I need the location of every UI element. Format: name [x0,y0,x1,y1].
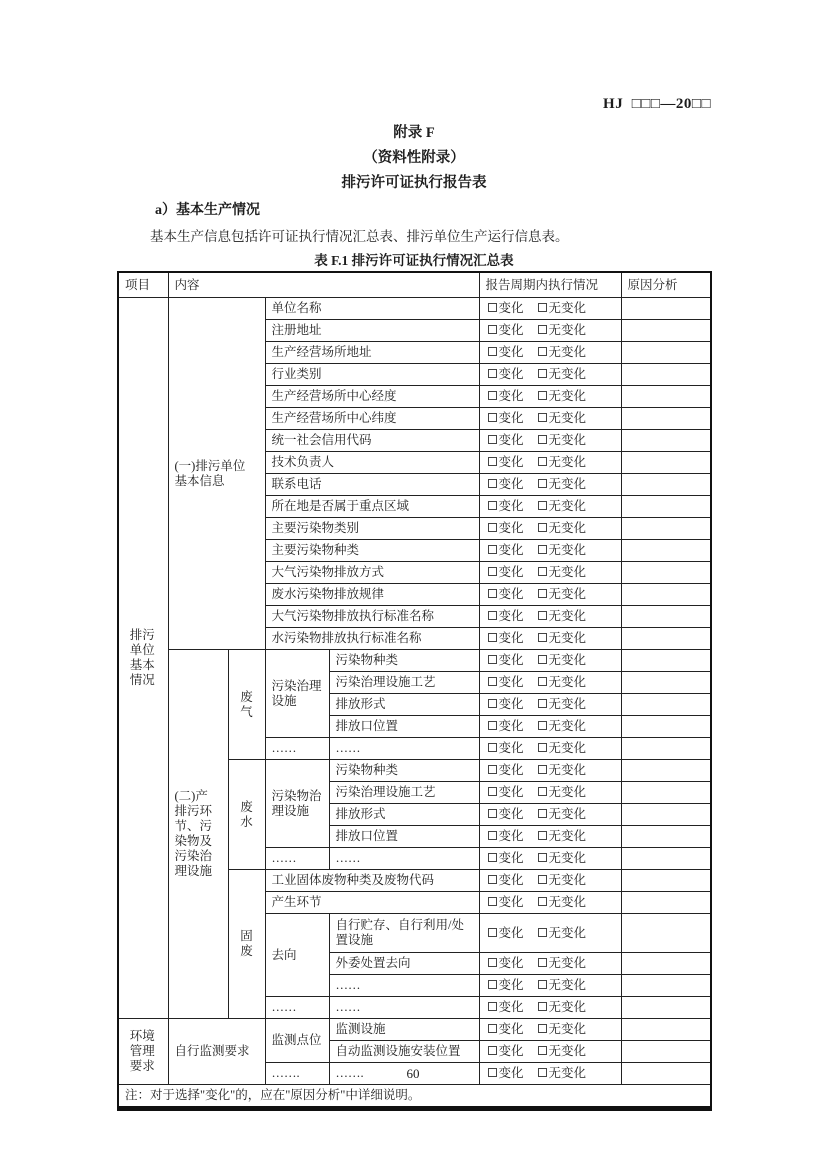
reason-cell [621,606,711,628]
reason-cell [621,584,711,606]
summary-table [117,271,712,1111]
table-note: 注：对于选择"变化"的，应在"原因分析"中详细说明。 [118,1085,711,1109]
status-cell: 变化 无变化 [479,760,621,782]
checkbox-icon [488,545,497,554]
item-group-cell: 环境管理要求 [118,1019,168,1085]
content-cell: 污染治理设施工艺 [329,672,479,694]
status-cell: 变化 无变化 [479,1063,621,1085]
status-cell: 变化 无变化 [479,650,621,672]
content-cell: 统一社会信用代码 [265,430,479,452]
checkbox-icon [488,435,497,444]
reason-cell [621,518,711,540]
table-row [118,1019,711,1041]
checkbox-icon [538,721,547,730]
content-cell: 自行贮存、自行利用/处置设施 [329,914,479,953]
content-cell: 所在地是否属于重点区域 [265,496,479,518]
status-cell: 变化 无变化 [479,848,621,870]
checkbox-icon [538,677,547,686]
reason-cell [621,694,711,716]
reason-cell [621,892,711,914]
checkbox-icon [538,958,547,967]
checkbox-icon [488,1002,497,1011]
checkbox-icon [488,589,497,598]
checkbox-icon [538,413,547,422]
page-number: 60 [406,1066,420,1081]
checkbox-icon [488,413,497,422]
checkbox-icon [538,765,547,774]
status-cell: 变化 无变化 [479,430,621,452]
status-cell: 变化 无变化 [479,804,621,826]
status-cell: 变化 无变化 [479,997,621,1019]
content-cell: 排放形式 [329,804,479,826]
checkbox-icon [488,980,497,989]
table-row [118,298,711,320]
status-cell: 变化 无变化 [479,953,621,975]
checkbox-icon [488,501,497,510]
checkbox-icon [538,369,547,378]
reason-cell [621,975,711,997]
checkbox-icon [488,853,497,862]
content-cell: 污染物种类 [329,650,479,672]
checkbox-icon [488,743,497,752]
dots-cell: …… [329,848,479,870]
status-cell: 变化 无变化 [479,782,621,804]
status-cell: 变化 无变化 [479,716,621,738]
checkbox-icon [538,545,547,554]
monitor-point-cell: 监测点位 [265,1019,329,1063]
appendix-subtitle: （资料性附录） [363,150,465,166]
status-cell: 变化 无变化 [479,672,621,694]
checkbox-icon [488,347,497,356]
dots-cell: …… [265,848,329,870]
table-row [118,650,711,672]
reason-cell [621,320,711,342]
status-cell: 变化 无变化 [479,1041,621,1063]
checkbox-icon [488,611,497,620]
checkbox-icon [538,853,547,862]
doc-number: HJ □□□—20□□ [603,96,711,112]
facility-cell: 污染治理设施 [265,650,329,738]
checkbox-icon [538,1046,547,1055]
checkbox-icon [538,303,547,312]
reason-cell [621,650,711,672]
status-cell: 变化 无变化 [479,870,621,892]
checkbox-icon [538,980,547,989]
checkbox-icon [488,1024,497,1033]
facility-cell: 污染物治理设施 [265,760,329,848]
content-cell: 产生环节 [265,892,479,914]
appendix-title: 附录 F [393,125,435,141]
checkbox-icon [488,655,497,664]
intro-paragraph: 基本生产信息包括许可证执行情况汇总表、排污单位生产运行信息表。 [150,229,569,244]
content-cell: 污染治理设施工艺 [329,782,479,804]
checkbox-icon [488,479,497,488]
content-cell: 污染物种类 [329,760,479,782]
checkbox-icon [538,457,547,466]
reason-cell [621,782,711,804]
checkbox-icon [488,303,497,312]
checkbox-icon [538,589,547,598]
reason-cell [621,364,711,386]
reason-cell [621,848,711,870]
dots-cell: …… [329,975,479,997]
reason-cell [621,452,711,474]
content-cell: 大气污染物排放执行标准名称 [265,606,479,628]
reason-cell [621,496,711,518]
checkbox-icon [488,391,497,400]
reason-cell [621,672,711,694]
checkbox-icon [488,928,497,937]
checkbox-icon [488,523,497,532]
content-cell: 工业固体废物种类及废物代码 [265,870,479,892]
checkbox-icon [488,369,497,378]
reason-cell [621,1019,711,1041]
checkbox-icon [488,567,497,576]
col-header-content: 内容 [168,272,479,298]
status-cell: 变化 无变化 [479,892,621,914]
checkbox-icon [488,787,497,796]
checkbox-icon [488,721,497,730]
checkbox-icon [538,567,547,576]
dots-cell: ……. [265,1063,329,1085]
status-cell: 变化 无变化 [479,914,621,953]
col-header-status: 报告周期内执行情况 [479,272,621,298]
status-cell [479,298,621,320]
checkbox-icon [488,765,497,774]
item-group-cell: 排污单位基本情况 [118,298,168,1019]
checkbox-icon [538,1002,547,1011]
dots-cell: …… [265,997,329,1019]
destination-label-cell: 去向 [265,914,329,997]
content-cell: 废水污染物排放规律 [265,584,479,606]
content-cell: 生产经营场所地址 [265,342,479,364]
content-cell: 生产经营场所中心纬度 [265,408,479,430]
status-cell: 变化 无变化 [479,975,621,997]
status-cell: 变化 无变化 [479,628,621,650]
checkbox-icon [488,809,497,818]
checkbox-icon [488,875,497,884]
checkbox-icon [538,743,547,752]
content-cell: 主要污染物种类 [265,540,479,562]
group-a-label-cell: (一)排污单位基本信息 [168,298,265,650]
checkbox-icon [488,457,497,466]
status-cell: 变化 无变化 [479,474,621,496]
checkbox-icon [538,325,547,334]
table-header-row [118,272,711,298]
medium-solid-cell: 固废 [228,870,265,1019]
checkbox-icon [538,479,547,488]
status-cell: 变化 无变化 [479,342,621,364]
col-header-item: 项目 [118,272,168,298]
checkbox-icon [538,809,547,818]
checkbox-icon [538,875,547,884]
status-cell: 变化 无变化 [479,562,621,584]
medium-water-cell: 废水 [228,760,265,870]
check-option-unchanged: 无变化 [548,301,587,315]
checkbox-icon [538,347,547,356]
checkbox-icon [488,677,497,686]
reason-cell [621,760,711,782]
reason-cell [621,716,711,738]
status-cell: 变化 无变化 [479,496,621,518]
group-b-label-cell: (二)产排污环节、污染物及污染治理设施 [168,650,228,1019]
checkbox-icon [488,699,497,708]
content-cell: 主要污染物类别 [265,518,479,540]
reason-cell [621,804,711,826]
dots-cell: …… [329,997,479,1019]
checkbox-icon [538,391,547,400]
status-cell: 变化 无变化 [479,518,621,540]
checkbox-icon [538,655,547,664]
content-cell: 排放形式 [329,694,479,716]
reason-cell [621,870,711,892]
status-cell: 变化 无变化 [479,408,621,430]
reason-cell [621,953,711,975]
reason-cell [621,408,711,430]
status-cell: 变化 无变化 [479,826,621,848]
checkbox-icon [488,958,497,967]
content-cell: 注册地址 [265,320,479,342]
medium-gas-cell: 废气 [228,650,265,760]
dots-cell: …… [265,738,329,760]
reason-cell [621,474,711,496]
status-cell: 变化 无变化 [479,452,621,474]
checkbox-icon [538,1024,547,1033]
status-cell: 变化 无变化 [479,364,621,386]
title-block [117,121,711,196]
report-title: 排污许可证执行报告表 [341,175,487,191]
checkbox-icon [538,787,547,796]
reason-cell [621,386,711,408]
checkbox-icon [538,897,547,906]
checkbox-icon [538,611,547,620]
checkbox-icon [488,1046,497,1055]
status-cell: 变化 无变化 [479,1019,621,1041]
self-monitoring-label-cell: 自行监测要求 [168,1019,265,1085]
dots-cell: ……. [329,1063,479,1085]
status-cell: 变化 无变化 [479,584,621,606]
table-note-row [118,1085,711,1109]
content-cell: 技术负责人 [265,452,479,474]
content-cell: 外委处置去向 [329,953,479,975]
status-cell: 变化 无变化 [479,540,621,562]
reason-cell [621,540,711,562]
reason-cell [621,628,711,650]
checkbox-icon [538,699,547,708]
reason-cell [621,997,711,1019]
checkbox-icon [538,633,547,642]
content-cell: 自动监测设施安装位置 [329,1041,479,1063]
content-cell: 监测设施 [329,1019,479,1041]
content-cell: 生产经营场所中心经度 [265,386,479,408]
checkbox-icon [488,897,497,906]
reason-cell [621,430,711,452]
content-cell: 联系电话 [265,474,479,496]
checkbox-icon [488,325,497,334]
section-heading: a）基本生产情况 [155,203,260,218]
content-cell: 排放口位置 [329,826,479,848]
reason-cell [621,1041,711,1063]
checkbox-icon [538,831,547,840]
content-cell: 水污染物排放执行标准名称 [265,628,479,650]
status-cell: 变化 无变化 [479,606,621,628]
col-header-reason: 原因分析 [621,272,711,298]
checkbox-icon [488,633,497,642]
reason-cell [621,562,711,584]
reason-cell [621,826,711,848]
table-caption: 表 F.1 排污许可证执行情况汇总表 [314,253,514,268]
checkbox-icon [538,435,547,444]
content-cell: 行业类别 [265,364,479,386]
reason-cell [621,738,711,760]
checkbox-icon [488,831,497,840]
reason-cell [621,342,711,364]
content-cell: 大气污染物排放方式 [265,562,479,584]
checkbox-icon [538,501,547,510]
content-cell: 排放口位置 [329,716,479,738]
reason-cell [621,914,711,953]
check-option-changed: 变化 [498,301,524,315]
dots-cell: …… [329,738,479,760]
status-cell: 变化 无变化 [479,320,621,342]
status-cell: 变化 无变化 [479,738,621,760]
status-cell: 变化 无变化 [479,386,621,408]
content-cell: 单位名称 [265,298,479,320]
reason-cell [621,298,711,320]
checkbox-icon [538,523,547,532]
checkbox-icon [538,928,547,937]
status-cell: 变化 无变化 [479,694,621,716]
